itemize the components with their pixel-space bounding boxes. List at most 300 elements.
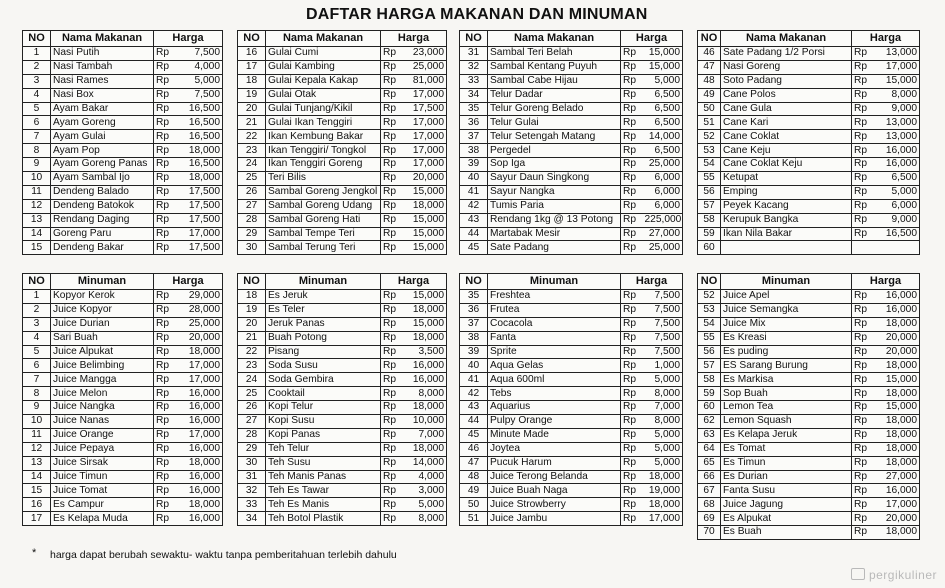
item-number: 49 <box>698 88 721 102</box>
table-row <box>238 60 447 74</box>
table-row <box>23 470 223 484</box>
table-row <box>460 498 683 512</box>
item-name: Sate Padang 1/2 Porsi <box>721 47 852 61</box>
item-name: Juice Jambu <box>488 512 621 526</box>
item-name: Juice Tomat <box>51 484 154 498</box>
table-row <box>23 456 223 470</box>
item-price: 20,000 <box>408 172 447 186</box>
table-row <box>460 387 683 401</box>
item-currency: Rp <box>381 317 408 331</box>
table-row <box>698 116 920 130</box>
item-price: 16,500 <box>182 158 223 172</box>
item-name: Ketupat <box>721 172 852 186</box>
item-currency: Rp <box>621 102 643 116</box>
item-price: 25,000 <box>643 241 683 255</box>
item-number: 7 <box>23 130 51 144</box>
item-name: Juice Melon <box>51 387 154 401</box>
item-number: 52 <box>698 290 721 304</box>
food-table-1 <box>22 30 223 255</box>
item-price: 8,000 <box>408 387 447 401</box>
item-price: 18,000 <box>876 456 920 470</box>
item-number: 18 <box>238 290 266 304</box>
item-price: 13,000 <box>876 116 920 130</box>
item-number: 1 <box>23 290 51 304</box>
item-number: 22 <box>238 345 266 359</box>
item-price: 18,000 <box>876 442 920 456</box>
item-number: 6 <box>23 116 51 130</box>
item-name: Jeruk Panas <box>266 317 381 331</box>
item-number: 24 <box>238 158 266 172</box>
item-price: 15,000 <box>643 47 683 61</box>
item-name: Juice Sirsak <box>51 456 154 470</box>
item-currency: Rp <box>154 102 182 116</box>
drink-table-4 <box>697 273 920 540</box>
item-currency: Rp <box>852 512 876 526</box>
item-number: 55 <box>698 172 721 186</box>
item-number: 6 <box>23 359 51 373</box>
item-number: 51 <box>698 116 721 130</box>
item-name: Sayur Nangka <box>488 185 621 199</box>
item-price: 28,000 <box>182 303 223 317</box>
item-price: 18,000 <box>182 345 223 359</box>
item-price: 18,000 <box>876 526 920 540</box>
drink-table-2 <box>237 273 447 526</box>
item-price: 18,000 <box>182 456 223 470</box>
item-price: 9,000 <box>876 102 920 116</box>
table-row <box>23 227 223 241</box>
table-row <box>238 442 447 456</box>
item-number: 12 <box>23 442 51 456</box>
item-name: Sambal Tempe Teri <box>266 227 381 241</box>
table-row <box>698 144 920 158</box>
item-name: Juice Belimbing <box>51 359 154 373</box>
table-row <box>238 158 447 172</box>
table-row <box>460 428 683 442</box>
item-number: 19 <box>238 303 266 317</box>
table-header-row <box>23 274 223 290</box>
item-name: Es puding <box>721 345 852 359</box>
item-currency: Rp <box>852 303 876 317</box>
item-name: Buah Potong <box>266 331 381 345</box>
item-currency: Rp <box>154 345 182 359</box>
item-name: Dendeng Bakar <box>51 241 154 255</box>
item-price: 10,000 <box>408 415 447 429</box>
table-row <box>698 213 920 227</box>
item-name: Ayam Bakar <box>51 102 154 116</box>
table-row <box>238 359 447 373</box>
item-number: 1 <box>23 47 51 61</box>
item-currency: Rp <box>154 373 182 387</box>
item-name: Nasi Rames <box>51 74 154 88</box>
item-currency: Rp <box>621 199 643 213</box>
item-currency: Rp <box>852 331 876 345</box>
item-price: 17,000 <box>643 512 683 526</box>
item-number: 37 <box>460 130 488 144</box>
item-currency: Rp <box>154 213 182 227</box>
item-name: Nasi Goreng <box>721 60 852 74</box>
item-price: 18,000 <box>408 331 447 345</box>
table-row <box>23 401 223 415</box>
item-price: 15,000 <box>408 241 447 255</box>
table-row <box>23 290 223 304</box>
item-name: Sambal Goreng Hati <box>266 213 381 227</box>
table-row <box>23 88 223 102</box>
column-header-no: NO <box>698 274 721 290</box>
item-price: 16,000 <box>876 290 920 304</box>
table-row <box>698 373 920 387</box>
item-currency: Rp <box>852 102 876 116</box>
item-currency: Rp <box>621 415 643 429</box>
item-price: 17,000 <box>408 116 447 130</box>
item-number: 54 <box>698 317 721 331</box>
table-row <box>23 373 223 387</box>
item-currency: Rp <box>852 60 876 74</box>
item-name: Ayam Pop <box>51 144 154 158</box>
item-name: Pergedel <box>488 144 621 158</box>
item-number: 43 <box>460 401 488 415</box>
item-price: 5,000 <box>643 456 683 470</box>
item-number: 52 <box>698 130 721 144</box>
item-price: 17,000 <box>408 158 447 172</box>
table-row <box>238 456 447 470</box>
item-currency: Rp <box>381 47 408 61</box>
item-number: 28 <box>238 428 266 442</box>
item-price: 5,000 <box>876 185 920 199</box>
item-price: 6,500 <box>643 102 683 116</box>
item-number: 63 <box>698 428 721 442</box>
item-number: 31 <box>238 470 266 484</box>
item-number: 34 <box>460 88 488 102</box>
item-number: 36 <box>460 303 488 317</box>
table-row <box>23 415 223 429</box>
item-name: Joytea <box>488 442 621 456</box>
item-number: 49 <box>460 484 488 498</box>
item-price: 16,500 <box>182 116 223 130</box>
table-row <box>460 144 683 158</box>
table-row <box>698 456 920 470</box>
item-number: 17 <box>23 512 51 526</box>
item-currency: Rp <box>381 456 408 470</box>
column-header-price: Harga <box>621 274 683 290</box>
item-currency: Rp <box>154 290 182 304</box>
item-name: Gulai Tunjang/Kikil <box>266 102 381 116</box>
item-name: ES Sarang Burung <box>721 359 852 373</box>
item-price: 27,000 <box>643 227 683 241</box>
table-row <box>238 116 447 130</box>
item-currency: Rp <box>621 213 643 227</box>
table-row <box>23 199 223 213</box>
item-number: 69 <box>698 512 721 526</box>
table-row <box>460 116 683 130</box>
item-price: 8,000 <box>408 512 447 526</box>
item-number: 35 <box>460 102 488 116</box>
table-row <box>460 74 683 88</box>
item-name: Es Teler <box>266 303 381 317</box>
item-price: 18,000 <box>876 415 920 429</box>
item-currency: Rp <box>621 47 643 61</box>
item-name: Juice Timun <box>51 470 154 484</box>
item-currency: Rp <box>154 144 182 158</box>
table-row <box>23 172 223 186</box>
item-price: 5,000 <box>182 74 223 88</box>
food-table-3 <box>459 30 683 255</box>
column-header-name: Minuman <box>51 274 154 290</box>
item-number: 9 <box>23 401 51 415</box>
item-number: 50 <box>698 102 721 116</box>
item-price: 3,500 <box>408 345 447 359</box>
item-currency: Rp <box>381 345 408 359</box>
item-number: 3 <box>23 317 51 331</box>
item-name: Gulai Otak <box>266 88 381 102</box>
item-name: Juice Strowberry <box>488 498 621 512</box>
item-number: 42 <box>460 199 488 213</box>
item-currency: Rp <box>154 387 182 401</box>
item-number: 33 <box>238 498 266 512</box>
table-row <box>460 303 683 317</box>
item-name: Sari Buah <box>51 331 154 345</box>
item-name: Telur Dadar <box>488 88 621 102</box>
item-name: Cocacola <box>488 317 621 331</box>
item-currency: Rp <box>852 227 876 241</box>
item-price: 16,500 <box>876 227 920 241</box>
item-price: 19,000 <box>643 484 683 498</box>
item-currency: Rp <box>621 158 643 172</box>
table-row <box>460 88 683 102</box>
item-name: Rendang 1kg @ 13 Potong <box>488 213 621 227</box>
item-number: 60 <box>698 401 721 415</box>
table-row <box>23 498 223 512</box>
column-header-price: Harga <box>154 274 223 290</box>
item-currency: Rp <box>621 484 643 498</box>
item-price: 3,000 <box>408 484 447 498</box>
column-header-name: Nama Makanan <box>721 31 852 47</box>
item-name: Juice Durian <box>51 317 154 331</box>
item-number: 13 <box>23 213 51 227</box>
item-currency: Rp <box>852 74 876 88</box>
item-currency: Rp <box>381 303 408 317</box>
item-price: 13,000 <box>876 130 920 144</box>
item-price: 6,500 <box>643 116 683 130</box>
table-row <box>698 74 920 88</box>
item-name: Ikan Nila Bakar <box>721 227 852 241</box>
table-header-row <box>698 31 920 47</box>
table-row <box>23 484 223 498</box>
item-price: 18,000 <box>408 199 447 213</box>
table-row <box>238 484 447 498</box>
item-name: Es Durian <box>721 470 852 484</box>
item-number: 40 <box>460 359 488 373</box>
item-number: 39 <box>460 345 488 359</box>
item-currency: Rp <box>154 484 182 498</box>
column-header-no: NO <box>238 31 266 47</box>
item-name: Teh Telur <box>266 442 381 456</box>
table-row <box>23 130 223 144</box>
item-name: Pisang <box>266 345 381 359</box>
item-number: 46 <box>698 47 721 61</box>
footnote: harga dapat berubah sewaktu- waktu tanpa pemberitahuan terlebih dahulu <box>50 549 397 561</box>
table-row <box>698 484 920 498</box>
item-name: Nasi Box <box>51 88 154 102</box>
item-number: 60 <box>698 241 721 255</box>
item-currency: Rp <box>154 130 182 144</box>
item-name: Teri Bilis <box>266 172 381 186</box>
item-currency: Rp <box>381 373 408 387</box>
item-name: Fanta Susu <box>721 484 852 498</box>
item-number: 55 <box>698 331 721 345</box>
table-row <box>460 359 683 373</box>
item-name: Ikan Tenggiri Goreng <box>266 158 381 172</box>
table-row <box>238 74 447 88</box>
item-number: 66 <box>698 470 721 484</box>
camera-icon <box>851 568 865 580</box>
table-header-row <box>238 274 447 290</box>
item-currency: Rp <box>381 74 408 88</box>
item-name: Frutea <box>488 303 621 317</box>
item-currency: Rp <box>621 359 643 373</box>
item-name: Kerupuk Bangka <box>721 213 852 227</box>
table-row <box>238 172 447 186</box>
item-currency: Rp <box>852 88 876 102</box>
item-number: 41 <box>460 373 488 387</box>
item-price: 7,500 <box>643 331 683 345</box>
table-row <box>460 317 683 331</box>
item-name: Goreng Paru <box>51 227 154 241</box>
item-currency: Rp <box>852 359 876 373</box>
item-currency: Rp <box>621 401 643 415</box>
item-number: 68 <box>698 498 721 512</box>
item-name: Cane Gula <box>721 102 852 116</box>
table-row <box>460 415 683 429</box>
item-price: 27,000 <box>876 470 920 484</box>
item-price: 17,000 <box>408 130 447 144</box>
item-currency: Rp <box>852 317 876 331</box>
item-name: Lemon Squash <box>721 415 852 429</box>
item-price: 29,000 <box>182 290 223 304</box>
item-currency: Rp <box>381 199 408 213</box>
item-currency: Rp <box>852 373 876 387</box>
item-currency: Rp <box>852 213 876 227</box>
item-price: 17,000 <box>408 144 447 158</box>
item-number: 59 <box>698 227 721 241</box>
table-row <box>23 213 223 227</box>
item-price: 4,000 <box>182 60 223 74</box>
item-number: 45 <box>460 241 488 255</box>
item-name: Ikan Kembung Bakar <box>266 130 381 144</box>
item-price: 15,000 <box>408 227 447 241</box>
table-row <box>238 199 447 213</box>
item-number: 20 <box>238 317 266 331</box>
item-number: 57 <box>698 359 721 373</box>
table-header-row <box>238 31 447 47</box>
item-currency: Rp <box>852 401 876 415</box>
item-price: 16,000 <box>182 442 223 456</box>
item-price: 7,500 <box>643 317 683 331</box>
item-number: 58 <box>698 373 721 387</box>
item-price: 17,000 <box>408 88 447 102</box>
column-header-name: Nama Makanan <box>266 31 381 47</box>
item-currency: Rp <box>381 331 408 345</box>
item-price: 16,500 <box>182 130 223 144</box>
item-name: Ayam Goreng <box>51 116 154 130</box>
item-price: 5,000 <box>643 373 683 387</box>
column-header-no: NO <box>460 31 488 47</box>
item-price: 18,000 <box>408 442 447 456</box>
item-currency: Rp <box>154 470 182 484</box>
table-row <box>460 484 683 498</box>
table-row <box>698 88 920 102</box>
item-currency: Rp <box>381 512 408 526</box>
table-row <box>238 185 447 199</box>
table-row <box>698 130 920 144</box>
table-row <box>460 470 683 484</box>
item-price: 81,000 <box>408 74 447 88</box>
item-name: Teh Manis Panas <box>266 470 381 484</box>
item-number: 21 <box>238 331 266 345</box>
item-currency: Rp <box>381 88 408 102</box>
item-number: 30 <box>238 241 266 255</box>
table-row <box>238 213 447 227</box>
item-price: 13,000 <box>876 47 920 61</box>
item-price: 18,000 <box>876 387 920 401</box>
item-number: 19 <box>238 88 266 102</box>
item-number: 48 <box>460 470 488 484</box>
item-number: 29 <box>238 442 266 456</box>
item-currency: Rp <box>381 290 408 304</box>
table-row <box>238 387 447 401</box>
item-number: 47 <box>698 60 721 74</box>
item-price: 16,000 <box>876 484 920 498</box>
item-name: Kopi Telur <box>266 401 381 415</box>
item-number: 14 <box>23 227 51 241</box>
table-row <box>698 227 920 241</box>
item-currency: Rp <box>381 116 408 130</box>
item-currency: Rp <box>154 317 182 331</box>
item-currency: Rp <box>852 290 876 304</box>
item-price: 18,000 <box>182 498 223 512</box>
table-row <box>698 470 920 484</box>
table-row <box>238 428 447 442</box>
item-name: Es Tomat <box>721 442 852 456</box>
item-currency: Rp <box>381 359 408 373</box>
item-number: 51 <box>460 512 488 526</box>
item-currency: Rp <box>621 60 643 74</box>
item-price: 5,000 <box>643 74 683 88</box>
item-currency: Rp <box>381 470 408 484</box>
item-number: 12 <box>23 199 51 213</box>
item-number: 27 <box>238 415 266 429</box>
item-name: Nasi Tambah <box>51 60 154 74</box>
table-row <box>238 331 447 345</box>
item-price: 6,000 <box>643 172 683 186</box>
item-number: 2 <box>23 303 51 317</box>
table-row <box>698 387 920 401</box>
item-price: 17,000 <box>876 498 920 512</box>
item-number: 37 <box>460 317 488 331</box>
item-name: Cane Keju <box>721 144 852 158</box>
item-number: 54 <box>698 158 721 172</box>
item-price: 15,000 <box>876 401 920 415</box>
item-number: 25 <box>238 172 266 186</box>
item-price: 20,000 <box>182 331 223 345</box>
table-row <box>460 47 683 61</box>
table-row <box>698 102 920 116</box>
item-name: Es Alpukat <box>721 512 852 526</box>
table-header-row <box>698 274 920 290</box>
item-price: 16,000 <box>182 512 223 526</box>
item-number: 29 <box>238 227 266 241</box>
table-row <box>460 60 683 74</box>
item-currency: Rp <box>621 227 643 241</box>
